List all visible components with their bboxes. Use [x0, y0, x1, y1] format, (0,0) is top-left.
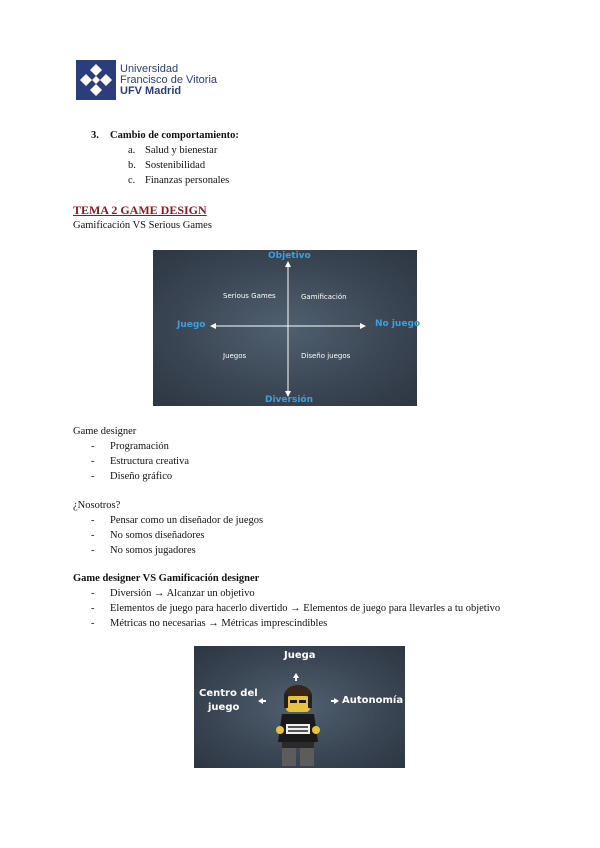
quadrant-top-left: Serious Games — [223, 292, 276, 300]
quadrant-diagram — [153, 250, 421, 406]
list-item: Pensar como un diseñador de juegos — [110, 515, 264, 526]
ufv-emblem-icon — [76, 60, 116, 100]
bullet-dash: - — [91, 530, 95, 541]
slide-label-top: Juega — [284, 650, 316, 661]
list-item: Programación — [110, 441, 169, 452]
list-item: Métricas no necesarias → Métricas imprescindibles — [110, 618, 328, 629]
list-title: Game designer VS Gamificación designer — [73, 573, 260, 584]
section-3-title: Cambio de comportamiento: — [110, 130, 239, 141]
list-title: ¿Nosotros? — [73, 500, 121, 511]
lego-figure-icon — [268, 684, 328, 768]
slide-label-left-1: Centro del — [199, 688, 258, 699]
bullet-dash: - — [91, 588, 95, 599]
quadrant-bottom-left: Juegos — [223, 352, 247, 360]
list-item: Sostenibilidad — [145, 160, 206, 171]
university-logo — [76, 60, 236, 102]
logo-text — [120, 64, 217, 97]
list-item: No somos jugadores — [110, 545, 196, 556]
bullet-dash: - — [91, 515, 95, 526]
section-heading: TEMA 2 GAME DESIGN — [73, 203, 207, 217]
section-3-number: 3. — [91, 130, 99, 141]
list-marker: c. — [128, 175, 136, 186]
list-item: Diseño gráfico — [110, 471, 173, 482]
list-item: Elementos de juego para hacerlo divertido → Elementos de juego para llevarles a tu objetivo — [110, 603, 501, 614]
axis-label-top: Objetivo — [268, 251, 311, 261]
logo-line-2: Francisco de Vitoria — [120, 74, 218, 86]
bullet-dash: - — [91, 456, 95, 467]
slide-label-right: Autonomía — [342, 695, 404, 706]
list-item: Estructura creativa — [110, 456, 189, 467]
bullet-dash: - — [91, 603, 95, 614]
logo-line-3: UFV Madrid — [120, 85, 182, 97]
list-title: Game designer — [73, 426, 137, 437]
bullet-dash: - — [91, 545, 95, 556]
bullet-dash: - — [91, 471, 95, 482]
bullet-dash: - — [91, 618, 95, 629]
list-marker: a. — [128, 145, 136, 156]
quadrant-bottom-right: Diseño juegos — [301, 352, 351, 360]
slide-label-left-2: juego — [208, 702, 240, 713]
list-marker: b. — [128, 160, 136, 171]
game-designer-slide — [194, 646, 405, 768]
quadrant-top-right: Gamificación — [301, 293, 347, 301]
list-item: Salud y bienestar — [145, 145, 218, 156]
axis-label-bottom: Diversión — [265, 395, 313, 405]
axis-label-left: Juego — [177, 320, 206, 330]
logo-line-1: Universidad — [120, 63, 179, 75]
axis-label-right: No juego — [375, 319, 421, 329]
list-item: Diversión → Alcanzar un objetivo — [110, 588, 255, 599]
list-item: No somos diseñadores — [110, 530, 205, 541]
list-item: Finanzas personales — [145, 175, 230, 186]
section-subtitle: Gamificación VS Serious Games — [73, 220, 212, 231]
bullet-dash: - — [91, 441, 95, 452]
